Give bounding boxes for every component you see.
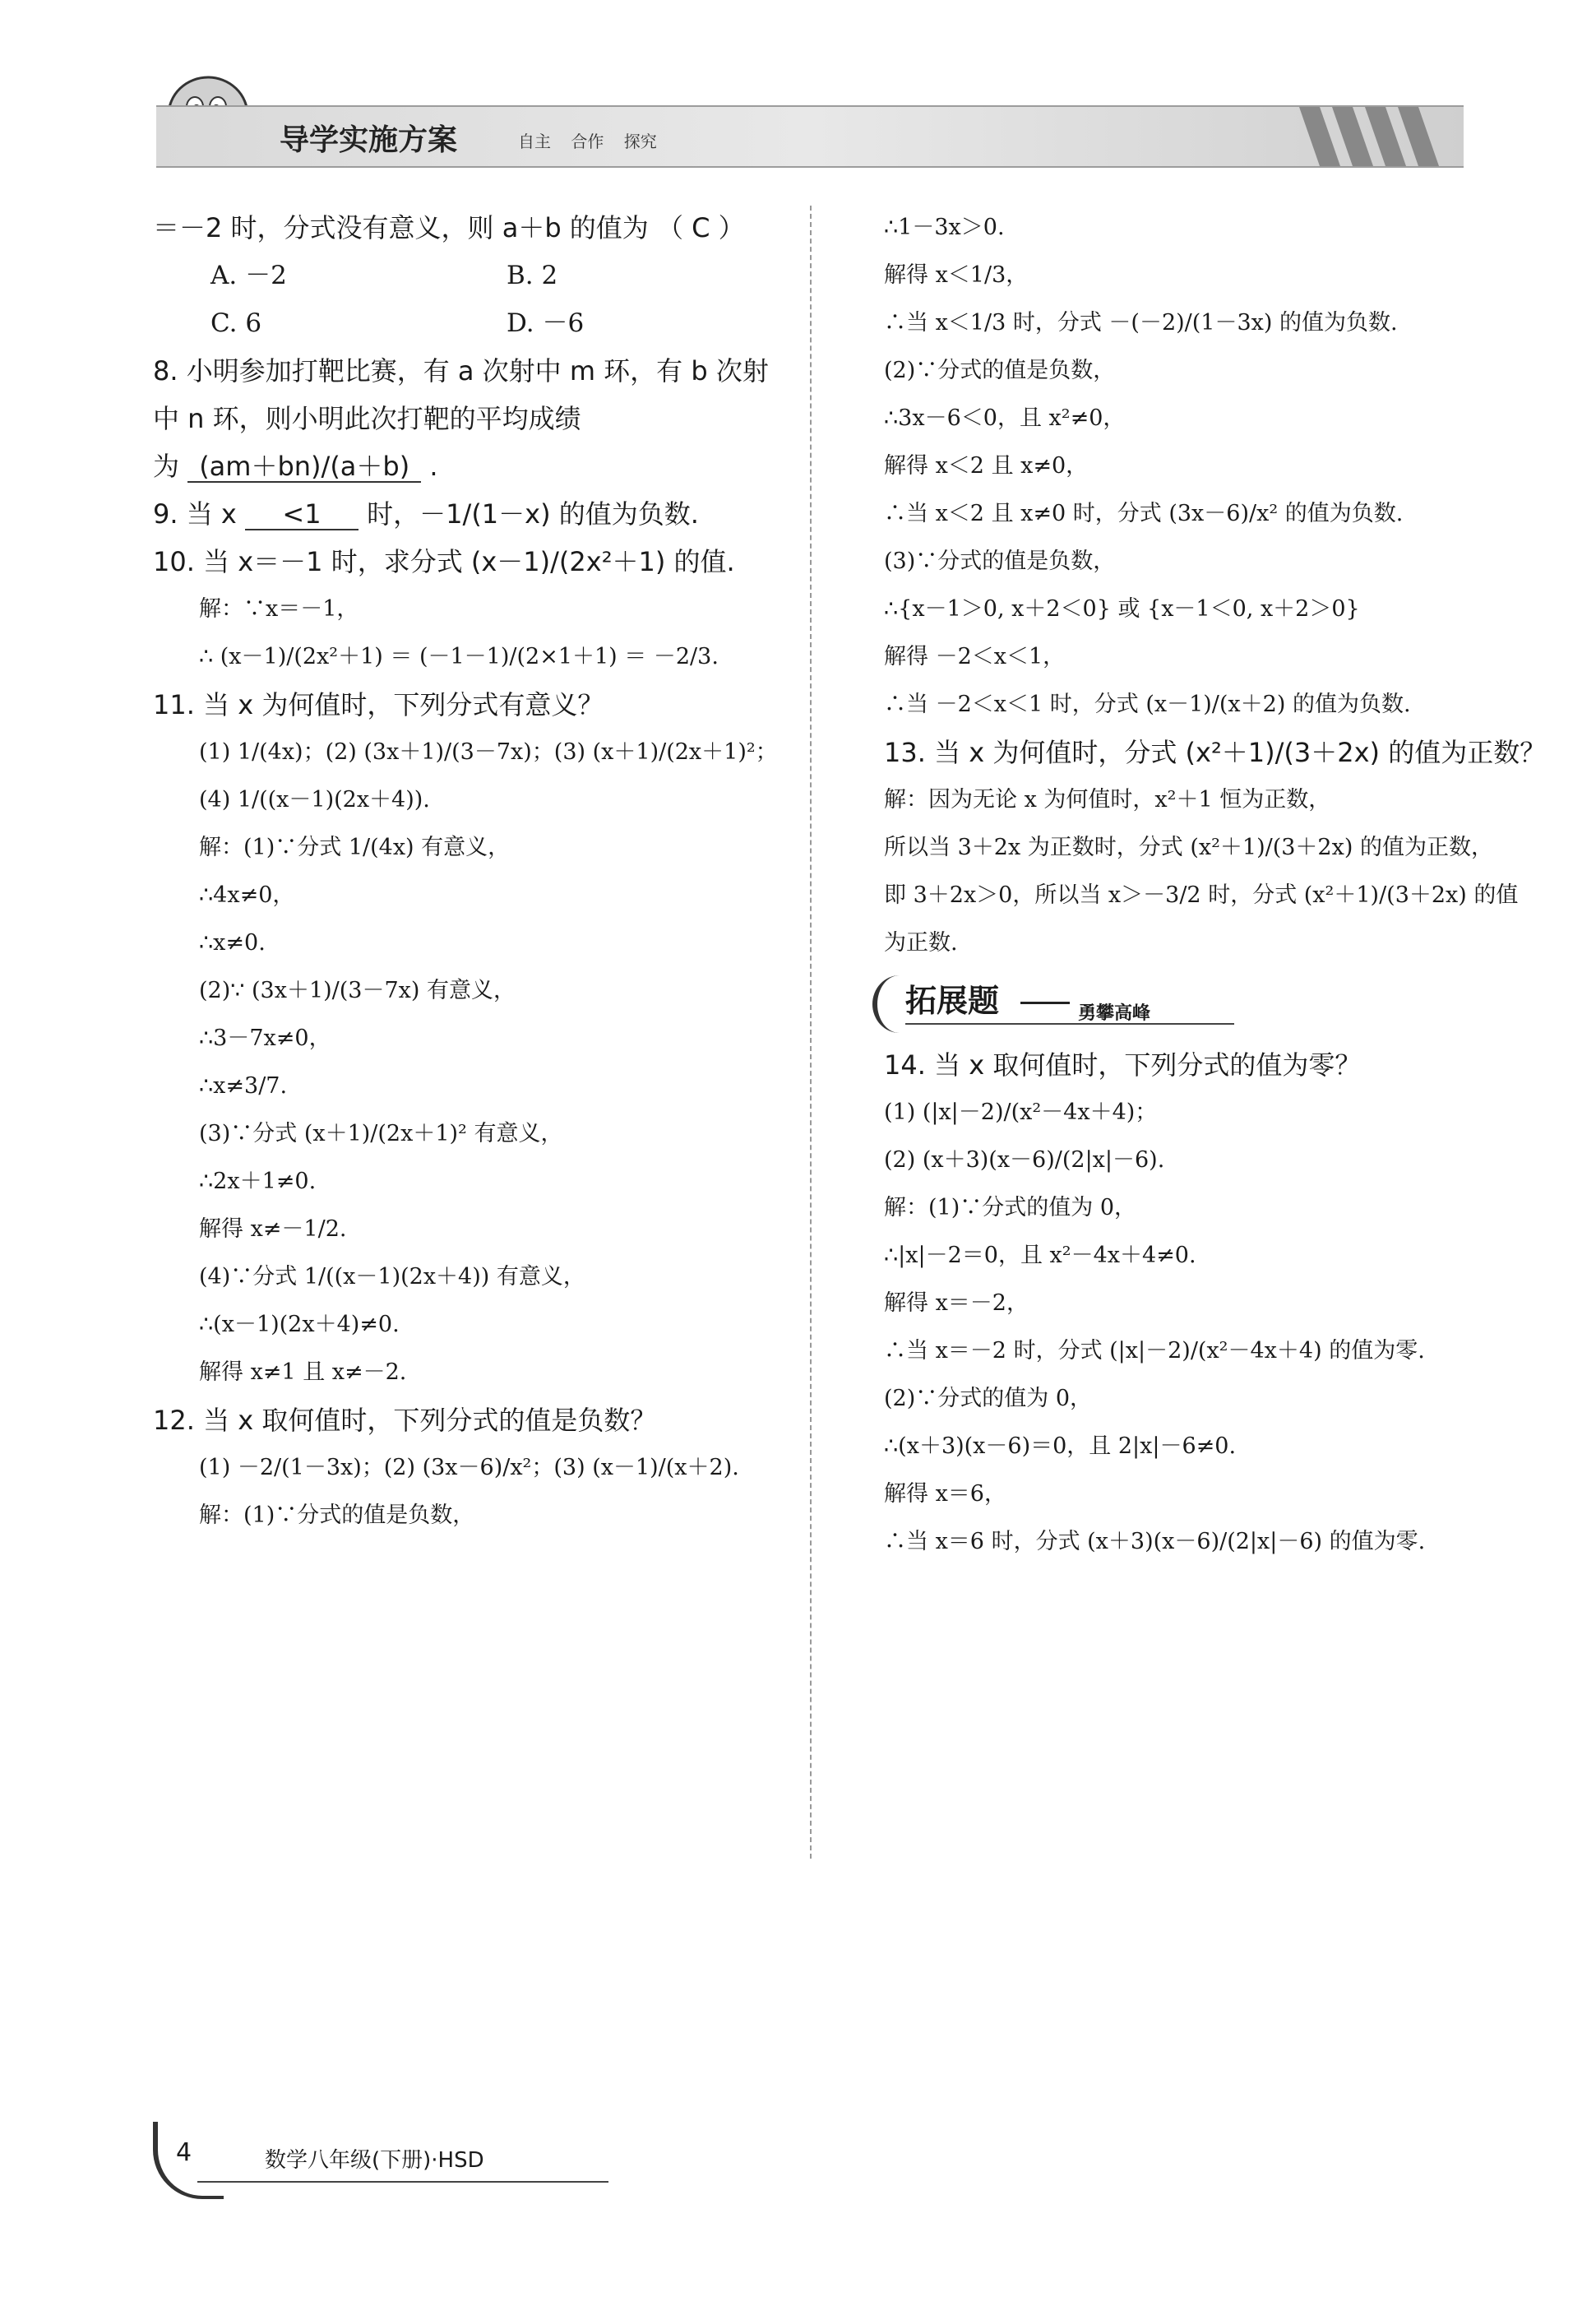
extension-subtitle: 勇攀高峰 — [1078, 1003, 1151, 1024]
q14-sol-3: 解得 x＝－2， — [884, 1290, 1029, 1316]
footer-text: 数学八年级(下册)·HSD — [265, 2148, 484, 2173]
q14-sol-6: ∴(x＋3)(x－6)＝0，且 2|x|－6≠0. — [884, 1433, 1237, 1459]
q11-sol-10: (4)∵分式 1/((x－1)(2x＋4)) 有意义， — [199, 1264, 585, 1290]
stripes-decoration — [1283, 107, 1464, 166]
footer-line — [197, 2181, 608, 2183]
q7-options-row2 — [153, 299, 803, 347]
left-column — [153, 204, 803, 1540]
option-d: D. －6 — [507, 308, 585, 338]
q11-sol-12: 解得 x≠1 且 x≠－2. — [199, 1359, 407, 1385]
q11-sol-9: 解得 x≠－1/2. — [199, 1216, 347, 1242]
q11-sol-7: (3)∵分式 (x＋1)/(2x＋1)² 有意义， — [199, 1121, 563, 1146]
q7-stem: ＝－2 时，分式没有意义，则 a＋b 的值为 （ C ） — [153, 212, 745, 243]
q12-sol-9: (3)∵分式的值是负数， — [884, 549, 1116, 574]
option-c: C. 6 — [210, 308, 262, 338]
q14-sol-1: 解：(1)∵分式的值为 0， — [884, 1195, 1137, 1220]
q8-answer: (am＋bn)/(a＋b) — [187, 451, 421, 483]
q14-stem: 14. 当 x 取何值时，下列分式的值为零？ — [884, 1049, 1362, 1081]
q12-sol-10: ∴{x－1＞0, x＋2＜0} 或 {x－1＜0, x＋2＞0} — [884, 596, 1360, 622]
q11-sol-8: ∴2x＋1≠0. — [199, 1169, 317, 1194]
q7-options-row1 — [153, 252, 803, 299]
q11-sol-11: ∴(x－1)(2x＋4)≠0. — [199, 1312, 400, 1337]
q14-part-1: (1) (|x|－2)/(x²－4x＋4)； — [884, 1100, 1158, 1125]
q13-sol-2: 所以当 3＋2x 为正数时，分式 (x²＋1)/(3＋2x) 的值为正数， — [884, 835, 1493, 860]
q13-stem: 13. 当 x 为何值时，分式 (x²＋1)/(3＋2x) 的值为正数？ — [884, 737, 1547, 768]
q11-parts-1: (1) 1/(4x)；(2) (3x＋1)/(3－7x)；(3) (x＋1)/(2x＋1)²； — [199, 739, 778, 765]
q12-sol-12: ∴当 －2＜x＜1 时，分式 (x－1)/(x＋2) 的值为负数. — [884, 692, 1411, 717]
header-title: 导学实施方案 — [280, 123, 458, 157]
q11-sol-5: ∴3－7x≠0， — [199, 1026, 331, 1051]
q9 — [153, 490, 803, 538]
q12-sol-3: 解得 x＜1/3， — [884, 262, 1029, 288]
q14-sol-7: 解得 x＝6， — [884, 1481, 1006, 1507]
q11-parts-2: (4) 1/((x－1)(2x＋4)). — [199, 787, 430, 813]
column-divider — [810, 206, 812, 1859]
q13-sol-3: 即 3＋2x＞0，所以当 x＞－3/2 时，分式 (x²＋1)/(3＋2x) 的值 — [884, 882, 1519, 908]
q9-suffix: 时，－1/(1－x) 的值为负数. — [367, 498, 699, 530]
q11-sol-6: ∴x≠3/7. — [199, 1073, 288, 1099]
q12-stem: 12. 当 x 取何值时，下列分式的值是负数？ — [153, 1405, 657, 1436]
q12-sol-1: 解：(1)∵分式的值是负数， — [199, 1503, 475, 1528]
q10-sol-1: 解：∵x＝－1， — [199, 596, 359, 622]
extension-title: 拓展题 — [905, 983, 1000, 1019]
q12-sol-8: ∴当 x＜2 且 x≠0 时，分式 (3x－6)/x² 的值为负数. — [884, 501, 1404, 526]
q14-sol-8: ∴当 x＝6 时，分式 (x＋3)(x－6)/(2|x|－6) 的值为零. — [884, 1529, 1426, 1554]
q12-sol-6: ∴3x－6＜0，且 x²≠0， — [884, 405, 1126, 431]
q8-line3 — [153, 442, 803, 490]
q12-sol-4: ∴当 x＜1/3 时，分式 －(－2)/(1－3x) 的值为负数. — [884, 310, 1398, 336]
extension-section-title — [872, 975, 1492, 1033]
q13-sol-1: 解：因为无论 x 为何值时，x²＋1 恒为正数， — [884, 787, 1331, 813]
q14-sol-2: ∴|x|－2＝0，且 x²－4x＋4≠0. — [884, 1243, 1196, 1268]
q11-sol-2: ∴4x≠0， — [199, 882, 295, 908]
q11-sol-3: ∴x≠0. — [199, 930, 266, 956]
dash-decoration — [1020, 1002, 1070, 1004]
header-subtitle: 自主 合作 探究 — [518, 132, 657, 151]
q10-sol-2: ∴ (x－1)/(2x²＋1) ＝ (－1－1)/(2×1＋1) ＝ －2/3. — [199, 644, 719, 669]
q11-stem: 11. 当 x 为何值时，下列分式有意义？ — [153, 689, 604, 720]
q8-prefix: 为 — [153, 451, 180, 482]
q11-sol-1: 解：(1)∵分式 1/(4x) 有意义， — [199, 835, 511, 860]
q8-line2: 中 n 环，则小明此次打靶的平均成绩 — [153, 403, 581, 434]
q10-stem: 10. 当 x＝－1 时，求分式 (x－1)/(2x²＋1) 的值. — [153, 546, 735, 577]
title-underline — [905, 1023, 1234, 1025]
q9-answer: <1 — [245, 499, 359, 530]
right-column — [884, 204, 1547, 1566]
q9-prefix: 9. 当 x — [153, 498, 237, 530]
q12-sol-11: 解得 －2＜x＜1， — [884, 644, 1066, 669]
page-number: 4 — [176, 2138, 192, 2167]
option-a: A. －2 — [210, 261, 287, 290]
q13-sol-4: 为正数. — [884, 930, 958, 956]
option-b: B. 2 — [507, 261, 558, 290]
q14-sol-4: ∴当 x＝－2 时，分式 (|x|－2)/(x²－4x＋4) 的值为零. — [884, 1338, 1425, 1364]
q12-sol-7: 解得 x＜2 且 x≠0， — [884, 453, 1089, 479]
header-banner — [156, 105, 1464, 168]
q8-line1: 8. 小明参加打靶比赛，有 a 次射中 m 环，有 b 次射 — [153, 355, 769, 387]
q11-sol-4: (2)∵ (3x＋1)/(3－7x) 有意义， — [199, 978, 516, 1003]
q14-part-2: (2) (x＋3)(x－6)/(2|x|－6). — [884, 1147, 1165, 1173]
q14-sol-5: (2)∵分式的值为 0， — [884, 1386, 1093, 1411]
q12-parts: (1) －2/(1－3x)；(2) (3x－6)/x²；(3) (x－1)/(x＋2). — [199, 1455, 739, 1480]
q12-sol-2: ∴1－3x＞0. — [884, 215, 1005, 240]
q8-period: . — [429, 451, 438, 482]
q12-sol-5: (2)∵分式的值是负数， — [884, 358, 1116, 383]
